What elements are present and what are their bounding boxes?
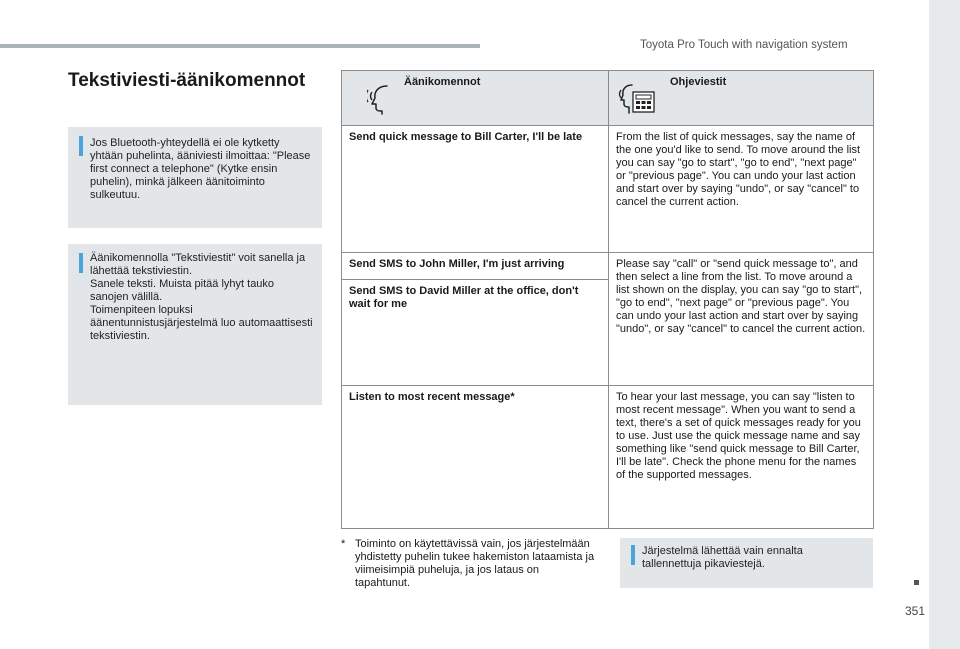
info-note-bluetooth xyxy=(68,127,322,228)
speaking-head-icon xyxy=(367,83,397,119)
footnote-marker: * xyxy=(341,538,346,550)
header-rule xyxy=(0,44,480,48)
table-rule xyxy=(341,70,342,529)
page-number: 351 xyxy=(905,604,926,618)
info-marker-icon xyxy=(631,545,635,565)
table-rule xyxy=(873,70,874,529)
speaking-head-with-screen-icon xyxy=(618,82,656,120)
info-note-text: Äänikomennolla "Tekstiviestit" voit sanella ja lähettää tekstiviestin. Sanele teksti. Muista pitää lyhyt tauko sanojen välillä. Toimenpiteen lopuksi äänentunnistusjärjestelmä luo automaattisesti tekstiviestin. xyxy=(90,252,313,342)
commands-header-label: Äänikomennot xyxy=(404,76,481,88)
page-title: Tekstiviesti-äänikomennot xyxy=(68,70,306,91)
table-rule xyxy=(608,70,609,529)
table-cell-command: Send quick message to Bill Carter, I'll be late xyxy=(349,131,583,143)
table-cell-help: From the list of quick messages, say the name of the one you'd like to send. To move around the list you can say "go to start", "go to end", "next page" or "previous page". You can undo your last action and start over by saying "undo", or say "cancel" to cancel the current action. xyxy=(616,131,861,208)
table-header-help xyxy=(608,70,874,125)
table-cell-command: Send SMS to John Miller, I'm just arriving xyxy=(349,258,565,270)
running-header: Toyota Pro Touch with navigation system xyxy=(640,39,848,51)
info-note-text: Jos Bluetooth-yhteydellä ei ole kytketty yhtään puhelinta, ääniviesti ilmoittaa: "Please first connect a telephone" (Kytke ensin puhelin), minkä jälkeen äänitoiminto sulkeutuu. xyxy=(90,137,311,201)
table-rule xyxy=(341,279,608,280)
page-edge-strip xyxy=(929,0,960,649)
info-note-dictation xyxy=(68,244,322,405)
voice-command-table xyxy=(341,70,874,529)
help-header-label: Ohjeviestit xyxy=(670,76,727,88)
info-note-quick-messages xyxy=(620,538,873,588)
info-note-text: Järjestelmä lähettää vain ennalta tallennettuja pikaviestejä. xyxy=(642,545,803,570)
info-marker-icon xyxy=(79,136,83,156)
info-marker-icon xyxy=(79,253,83,273)
table-cell-command: Listen to most recent message* xyxy=(349,391,515,403)
table-cell-command: Send SMS to David Miller at the office, don't wait for me xyxy=(349,285,579,310)
table-cell-help: To hear your last message, you can say "listen to most recent message". When you want to send a text, there's a set of quick messages ready for you to use. Just use the quick message name and say something like "send quick message to Bill Carter, I'll be late". Check the phone menu for the names of the supported messages. xyxy=(616,391,861,481)
page-end-marker xyxy=(914,580,919,585)
table-cell-help: Please say "call" or "send quick message to", and then select a line from the list. To move around a list shown on the display, you can say "go to start", "go to end", "next page" or "previous page". You can undo your last action and start over by saying "undo", or say "cancel" to cancel the current action. xyxy=(616,258,866,335)
footnote-text: Toiminto on käytettävissä vain, jos järjestelmään yhdistetty puhelin tukee hakemiston lataamista ja viimeisimpiä puheluja, ja jos lataus on tapahtunut. xyxy=(355,538,595,589)
table-header-commands xyxy=(341,70,608,125)
